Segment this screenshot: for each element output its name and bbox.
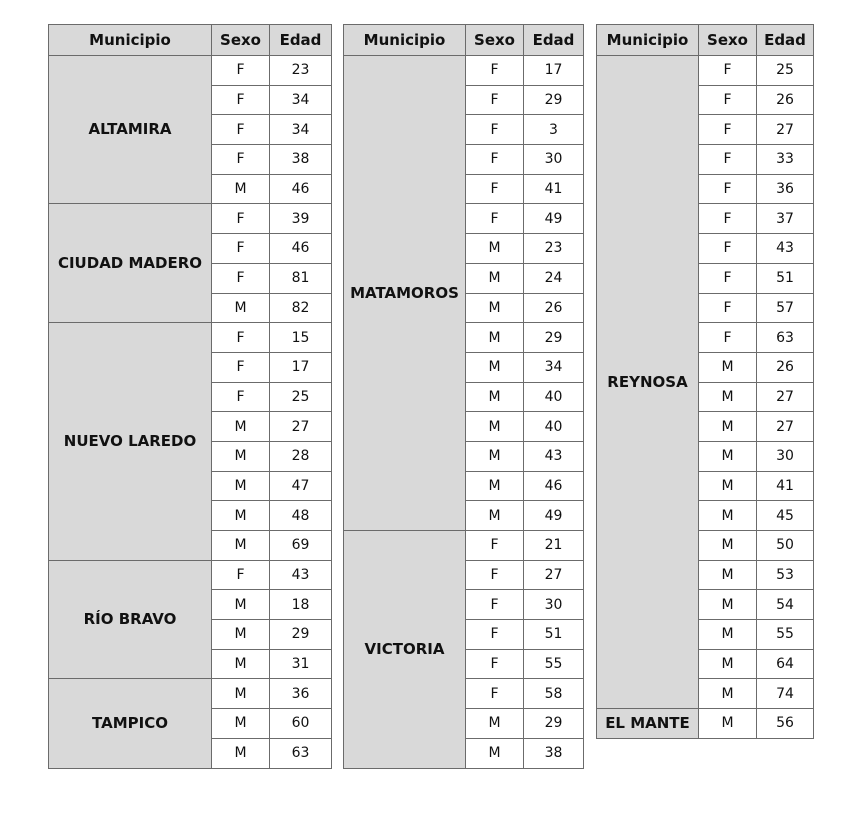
table-row <box>597 56 814 86</box>
sexo-cell: F <box>212 382 270 412</box>
header-row <box>49 25 332 56</box>
sexo-cell: M <box>466 501 524 531</box>
edad-cell: 27 <box>270 412 332 442</box>
edad-cell: 69 <box>270 531 332 561</box>
sexo-cell: M <box>212 709 270 739</box>
sexo-cell: F <box>212 234 270 264</box>
sexo-cell: M <box>466 412 524 442</box>
municipio-cell: VICTORIA <box>344 531 466 769</box>
table-row <box>49 204 332 234</box>
edad-cell: 63 <box>270 738 332 768</box>
header-sexo: Sexo <box>466 25 524 56</box>
municipio-cell: REYNOSA <box>597 56 699 709</box>
sexo-cell: M <box>699 382 757 412</box>
edad-cell: 39 <box>270 204 332 234</box>
edad-cell: 43 <box>757 234 814 264</box>
edad-cell: 49 <box>524 501 584 531</box>
edad-cell: 15 <box>270 323 332 353</box>
sexo-cell: M <box>466 382 524 412</box>
edad-cell: 41 <box>524 174 584 204</box>
sexo-cell: F <box>699 263 757 293</box>
municipio-cell: EL MANTE <box>597 709 699 739</box>
sexo-cell: F <box>466 174 524 204</box>
data-table-3 <box>596 24 814 739</box>
sexo-cell: F <box>466 145 524 175</box>
edad-cell: 43 <box>270 560 332 590</box>
edad-cell: 74 <box>757 679 814 709</box>
sexo-cell: M <box>212 620 270 650</box>
municipio-cell: TAMPICO <box>49 679 212 768</box>
edad-cell: 23 <box>270 56 332 86</box>
edad-cell: 49 <box>524 204 584 234</box>
table-row <box>49 560 332 590</box>
edad-cell: 30 <box>524 145 584 175</box>
edad-cell: 37 <box>757 204 814 234</box>
data-table-2 <box>343 24 584 769</box>
data-table-1 <box>48 24 332 769</box>
sexo-cell: M <box>466 352 524 382</box>
header-sexo: Sexo <box>699 25 757 56</box>
header-edad: Edad <box>524 25 584 56</box>
header-row <box>344 25 584 56</box>
header-municipio: Municipio <box>597 25 699 56</box>
table-row <box>49 323 332 353</box>
sexo-cell: M <box>699 471 757 501</box>
sexo-cell: M <box>212 679 270 709</box>
edad-cell: 50 <box>757 531 814 561</box>
header-row <box>597 25 814 56</box>
sexo-cell: M <box>699 531 757 561</box>
edad-cell: 29 <box>524 709 584 739</box>
edad-cell: 57 <box>757 293 814 323</box>
sexo-cell: M <box>699 441 757 471</box>
header-sexo: Sexo <box>212 25 270 56</box>
sexo-cell: F <box>466 590 524 620</box>
sexo-cell: F <box>212 560 270 590</box>
edad-cell: 55 <box>757 620 814 650</box>
header-edad: Edad <box>270 25 332 56</box>
edad-cell: 36 <box>757 174 814 204</box>
municipio-cell: NUEVO LAREDO <box>49 323 212 561</box>
edad-cell: 46 <box>270 234 332 264</box>
sexo-cell: F <box>699 174 757 204</box>
table-row <box>344 56 584 86</box>
sexo-cell: M <box>466 441 524 471</box>
edad-cell: 34 <box>270 115 332 145</box>
sexo-cell: M <box>212 590 270 620</box>
sexo-cell: F <box>212 56 270 86</box>
sexo-cell: M <box>466 263 524 293</box>
sexo-cell: M <box>212 471 270 501</box>
edad-cell: 33 <box>757 145 814 175</box>
edad-cell: 26 <box>757 352 814 382</box>
sexo-cell: M <box>466 471 524 501</box>
sexo-cell: M <box>699 649 757 679</box>
sexo-cell: F <box>212 204 270 234</box>
municipio-cell: RÍO BRAVO <box>49 560 212 679</box>
header-municipio: Municipio <box>49 25 212 56</box>
sexo-cell: F <box>466 560 524 590</box>
edad-cell: 46 <box>270 174 332 204</box>
table-row <box>344 531 584 561</box>
edad-cell: 82 <box>270 293 332 323</box>
edad-cell: 27 <box>524 560 584 590</box>
sexo-cell: F <box>699 85 757 115</box>
sexo-cell: M <box>699 679 757 709</box>
edad-cell: 38 <box>270 145 332 175</box>
edad-cell: 17 <box>270 352 332 382</box>
sexo-cell: F <box>466 649 524 679</box>
edad-cell: 47 <box>270 471 332 501</box>
sexo-cell: F <box>699 115 757 145</box>
sexo-cell: M <box>699 560 757 590</box>
sexo-cell: F <box>212 323 270 353</box>
sexo-cell: F <box>212 145 270 175</box>
sexo-cell: M <box>212 501 270 531</box>
edad-cell: 31 <box>270 649 332 679</box>
edad-cell: 64 <box>757 649 814 679</box>
sexo-cell: F <box>212 85 270 115</box>
sexo-cell: F <box>699 293 757 323</box>
table-row <box>49 56 332 86</box>
edad-cell: 40 <box>524 412 584 442</box>
sexo-cell: M <box>466 738 524 768</box>
sexo-cell: M <box>212 412 270 442</box>
edad-cell: 58 <box>524 679 584 709</box>
municipio-cell: MATAMOROS <box>344 56 466 531</box>
edad-cell: 29 <box>524 85 584 115</box>
edad-cell: 40 <box>524 382 584 412</box>
sexo-cell: F <box>212 263 270 293</box>
sexo-cell: F <box>466 115 524 145</box>
edad-cell: 41 <box>757 471 814 501</box>
edad-cell: 51 <box>524 620 584 650</box>
sexo-cell: F <box>699 145 757 175</box>
table-row <box>597 709 814 739</box>
edad-cell: 34 <box>524 352 584 382</box>
edad-cell: 34 <box>270 85 332 115</box>
sexo-cell: M <box>466 234 524 264</box>
edad-cell: 38 <box>524 738 584 768</box>
sexo-cell: M <box>699 352 757 382</box>
edad-cell: 48 <box>270 501 332 531</box>
edad-cell: 25 <box>757 56 814 86</box>
edad-cell: 21 <box>524 531 584 561</box>
edad-cell: 23 <box>524 234 584 264</box>
edad-cell: 29 <box>524 323 584 353</box>
sexo-cell: M <box>699 590 757 620</box>
edad-cell: 63 <box>757 323 814 353</box>
edad-cell: 30 <box>757 441 814 471</box>
edad-cell: 18 <box>270 590 332 620</box>
sexo-cell: F <box>466 679 524 709</box>
edad-cell: 3 <box>524 115 584 145</box>
sexo-cell: F <box>466 531 524 561</box>
municipio-cell: CIUDAD MADERO <box>49 204 212 323</box>
municipio-cell: ALTAMIRA <box>49 56 212 204</box>
sexo-cell: F <box>699 234 757 264</box>
sexo-cell: M <box>212 441 270 471</box>
edad-cell: 27 <box>757 382 814 412</box>
sexo-cell: M <box>699 412 757 442</box>
sexo-cell: M <box>699 501 757 531</box>
edad-cell: 27 <box>757 115 814 145</box>
edad-cell: 25 <box>270 382 332 412</box>
edad-cell: 56 <box>757 709 814 739</box>
header-municipio: Municipio <box>344 25 466 56</box>
sexo-cell: F <box>466 204 524 234</box>
sexo-cell: M <box>466 293 524 323</box>
edad-cell: 26 <box>524 293 584 323</box>
sexo-cell: F <box>466 620 524 650</box>
sexo-cell: M <box>212 649 270 679</box>
edad-cell: 81 <box>270 263 332 293</box>
sexo-cell: F <box>466 85 524 115</box>
sexo-cell: M <box>466 323 524 353</box>
sexo-cell: M <box>699 709 757 739</box>
edad-cell: 28 <box>270 441 332 471</box>
edad-cell: 53 <box>757 560 814 590</box>
sexo-cell: M <box>212 738 270 768</box>
sexo-cell: F <box>466 56 524 86</box>
edad-cell: 17 <box>524 56 584 86</box>
sexo-cell: F <box>699 56 757 86</box>
sexo-cell: M <box>212 174 270 204</box>
edad-cell: 55 <box>524 649 584 679</box>
edad-cell: 54 <box>757 590 814 620</box>
sexo-cell: M <box>466 709 524 739</box>
edad-cell: 45 <box>757 501 814 531</box>
edad-cell: 26 <box>757 85 814 115</box>
sexo-cell: F <box>699 204 757 234</box>
sexo-cell: M <box>212 531 270 561</box>
sexo-cell: F <box>212 352 270 382</box>
edad-cell: 60 <box>270 709 332 739</box>
edad-cell: 27 <box>757 412 814 442</box>
header-edad: Edad <box>757 25 814 56</box>
edad-cell: 24 <box>524 263 584 293</box>
edad-cell: 36 <box>270 679 332 709</box>
edad-cell: 29 <box>270 620 332 650</box>
edad-cell: 43 <box>524 441 584 471</box>
table-row <box>49 679 332 709</box>
sexo-cell: F <box>212 115 270 145</box>
sexo-cell: M <box>699 620 757 650</box>
edad-cell: 46 <box>524 471 584 501</box>
sexo-cell: F <box>699 323 757 353</box>
edad-cell: 51 <box>757 263 814 293</box>
sexo-cell: M <box>212 293 270 323</box>
edad-cell: 30 <box>524 590 584 620</box>
